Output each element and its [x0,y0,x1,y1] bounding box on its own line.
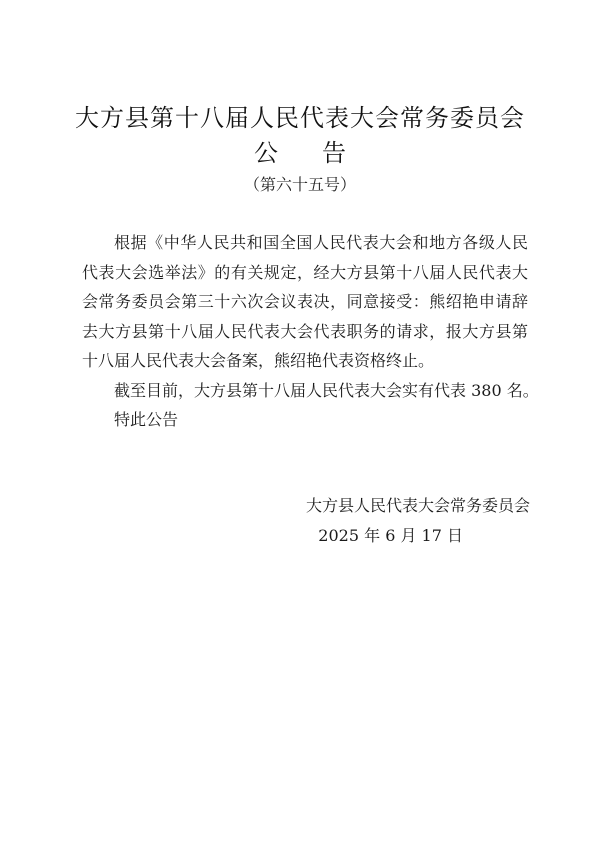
document-title: 大方县第十八届人民代表大会常务委员会 [75,104,525,132]
subtitle-char-left: 公 [254,139,278,167]
subtitle-char-right: 告 [322,139,346,167]
representative-count-paragraph: 截至目前，大方县第十八届人民代表大会实有代表 380 名。 [114,381,539,400]
document-subtitle [0,137,600,169]
closing-paragraph: 特此公告 [114,410,179,429]
document-number: （第六十五号） [243,175,356,194]
signature-date: 2025 年 6 月 17 日 [318,526,463,545]
main-paragraph: 根据《中华人民共和国全国人民代表大会和地方各级人民代表大会选举法》的有关规定，经大方县第十八届人民代表大会常务委员会第三十六次会议表决，同意接受：熊绍艳申请辞去大方县第十八届人民代表大会代表职务的请求，报大方县第十八届人民代表大会备案，熊绍艳代表资格终止。 [82,233,528,370]
signature-organization: 大方县人民代表大会常务委员会 [305,496,530,515]
